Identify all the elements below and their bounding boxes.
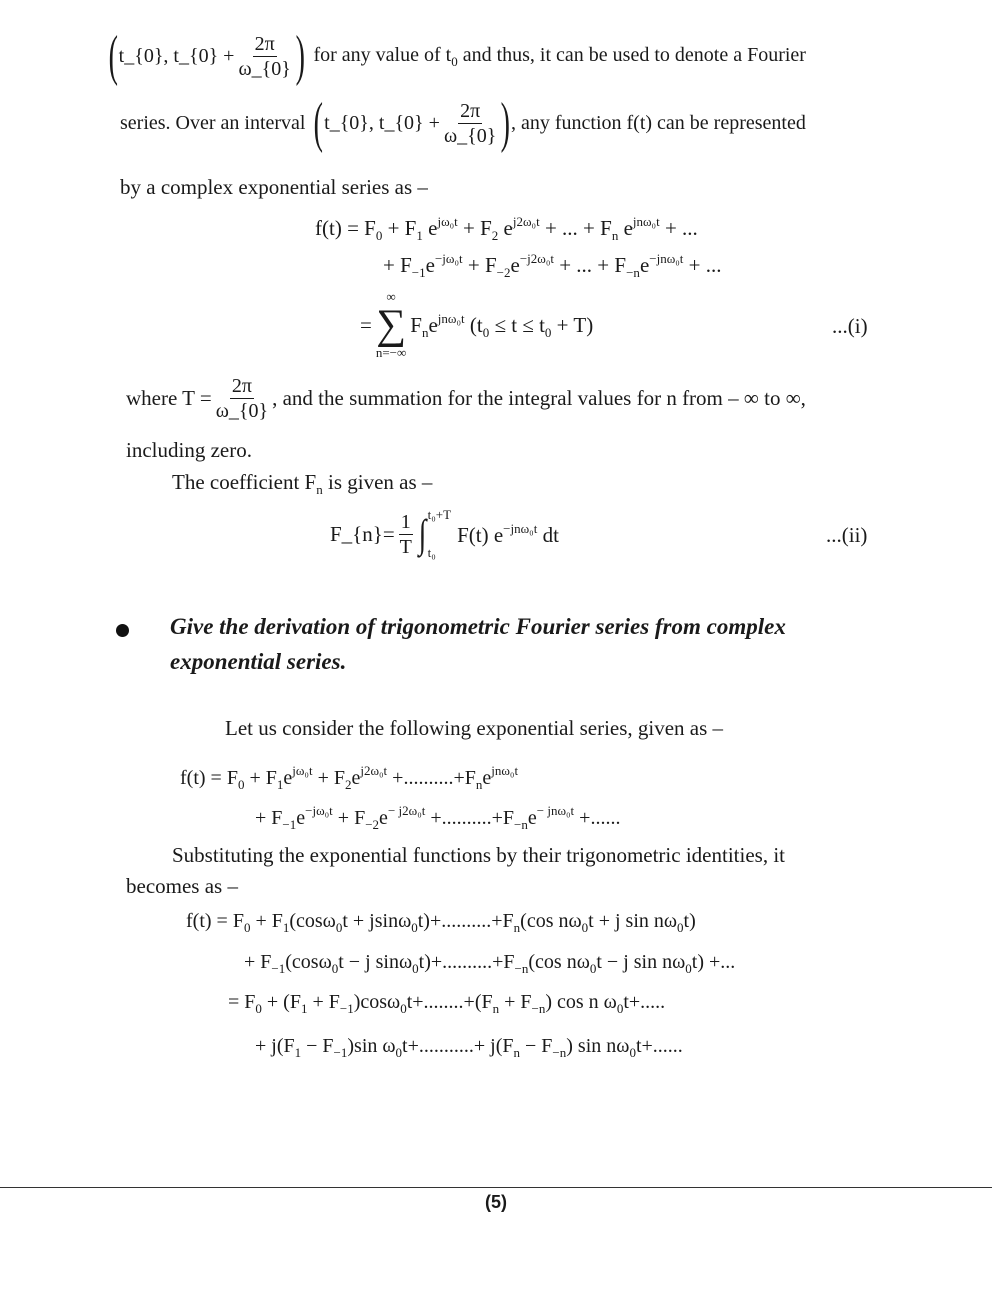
paragraph-text: , any function f(t) can be represented (510, 112, 806, 134)
fraction-denominator: ω_{0} (238, 57, 291, 80)
integral-body: F(t) $e^{-jn\omega_0t}$ dt (457, 521, 559, 547)
where-line (126, 376, 806, 421)
paragraph-text: where T = (126, 386, 212, 410)
footer-divider (0, 1187, 992, 1188)
equation-equals: = (360, 312, 372, 337)
equation-line: $f(t) = F_0 + F_1(\cos\omega_0t + jsin\omega_0t)+..........+F_n(\cos$ $n\omega_0t + j$ $\sin n\omega_0t$) (186, 910, 696, 935)
equation-line: + $F_{-1}(\cos\omega_0t - j$ $\sin\omega_0t)+..........+F_{-n}(\cos$ $n\omega_0t - j$ $\sin n\omega_0t$) +... (244, 951, 736, 976)
fraction-denominator: ω_{0} (443, 124, 497, 147)
paragraph-line: Let us consider the following exponential series, given as – (225, 716, 724, 740)
left-paren: ( (314, 92, 324, 154)
coef-lhs: F_{n}= (330, 521, 395, 546)
left-paren: ( (108, 25, 118, 87)
right-paren: ) (295, 25, 305, 87)
paragraph-line-1 (108, 25, 806, 87)
equation-label: ...(i) (832, 314, 868, 338)
sum-lower-limit: n=−∞ (375, 345, 407, 361)
fraction-numerator: 2π (254, 32, 275, 55)
paragraph-line: Substituting the exponential functions by their trigonometric identities, it (172, 843, 785, 867)
paragraph-text: , and the summation for the integral values for n from – ∞ to ∞, (272, 386, 806, 410)
integral-lower-limit: t₀ (427, 544, 436, 560)
fraction-2pi-over-omega0 (216, 376, 268, 421)
paragraph-text: for any value of $t_0$ and thus, it can be used to denote a Fourier (313, 43, 806, 69)
page-number: (5) (485, 1192, 507, 1212)
interval-start: t_{0}, t_{0} + (324, 112, 440, 134)
paragraph-line-2 (120, 92, 806, 154)
equation-line: + $F_{-1}e^{-j\omega_0t} + F_{-2}e^{-j2\omega_0t}$ + ... + $F_{-n}e^{-jn\omega_0t}$ + ... (383, 251, 722, 280)
integral-symbol: ∫ (418, 511, 427, 556)
equation-line: + $j(F_1 - F_{-1})\sin$ $\omega_0t+...........+ j(F_n - F_{-n})$ $\sin n\omega_0t+$...... (255, 1035, 683, 1060)
paragraph-text: series. Over an interval (120, 112, 306, 134)
summation (376, 290, 406, 361)
equation-line: = $F_0 + (F_1 + F_{-1})\cos\omega_0t+........+(F_n + F_{-n})$ cos n $\omega_0t+$..... (228, 991, 666, 1016)
fraction-denominator: T (399, 535, 412, 558)
equation-line: $F_ne^{jn\omega_0t}$ $(t_0 \le t \le t_0 + T)$ (410, 310, 594, 340)
fraction-denominator: ω_{0} (215, 400, 269, 422)
equation-label: ...(ii) (826, 523, 868, 547)
bullet-icon (116, 624, 129, 637)
summation-equation (360, 290, 593, 361)
paragraph-line: including zero. (126, 438, 252, 462)
fraction-numerator: 2π (460, 99, 481, 122)
interval-start: t_{0}, t_{0} + (118, 45, 235, 67)
fraction-numerator: 1 (400, 510, 411, 533)
paragraph-line: becomes as – (126, 874, 238, 898)
equation-line: $f(t) = F_0 + F_1e^{j\omega_0t} + F_2e^{j2\omega_0t} +..........+F_ne^{jn\omega_0t}$ (180, 763, 519, 792)
paragraph-line: The coefficient $F_n$ is given as – (172, 470, 433, 497)
fraction-2pi-over-omega0 (444, 101, 496, 146)
summation-symbol: ∑ (376, 302, 407, 349)
equation-line: $f(t) = F_0 + F_1$ $e^{j\omega_0t} + F_2$ $e^{j2\omega_0t}$ + ... + $F_n$ $e^{jn\omega_0t}$ + ... (315, 214, 698, 243)
sum-upper-limit: ∞ (386, 289, 396, 304)
integral-upper-limit: t₀+T (427, 507, 452, 522)
fraction-numerator: 2π (231, 375, 252, 397)
integral-limits (428, 508, 451, 560)
fraction-1-over-T (399, 512, 413, 557)
coefficient-equation (330, 508, 559, 560)
equation-line: + $F_{-1}e^{-j\omega_0t} + F_{-2}e^{- j2\omega_0t} +..........+F_{-n}e^{- jn\omega_0t}$ +...... (255, 803, 621, 832)
section-heading: Give the derivation of trigonometric Fourier series from complex (170, 614, 786, 639)
fraction-2pi-over-omega0 (238, 34, 290, 79)
paragraph-line: by a complex exponential series as – (120, 175, 428, 199)
right-paren: ) (500, 92, 511, 154)
section-heading: exponential series. (170, 649, 347, 674)
